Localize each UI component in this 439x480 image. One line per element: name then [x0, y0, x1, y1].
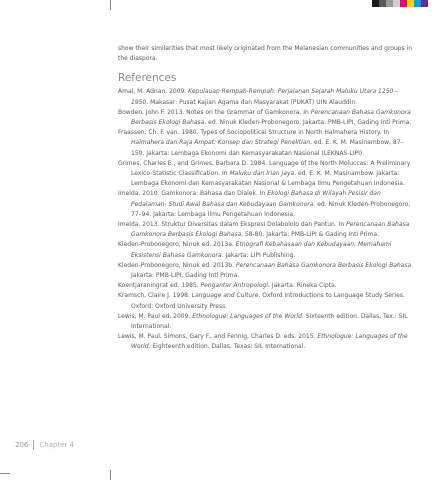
reference-entry — [118, 281, 416, 291]
reference-authors: Lewis, M. Paul ed. 2009. — [118, 312, 193, 320]
color-swatch — [393, 0, 400, 7]
color-swatch — [400, 0, 407, 7]
reference-entry — [118, 128, 416, 159]
references-heading: References — [118, 72, 177, 85]
reference-authors: Kleden-Probonegoro, Ninuk ed. 2013a. — [118, 241, 236, 249]
reference-entry — [118, 87, 416, 107]
reference-publication: . Jakarta: Rineka Cipta. — [268, 282, 337, 290]
color-swatch — [414, 0, 421, 7]
reference-publication: . ed. Ninuk Kleden-Probonegoro. Jakarta: PMB-LIPI, Gading Inti Prima. — [204, 119, 412, 127]
color-swatch — [372, 0, 379, 7]
reference-entry — [118, 220, 416, 240]
reference-publication: . ed. E. K. M. Masinambow, 87–150. Jakarta: Lembaga Ekonomi dan Kemasyarakatan Nasional (LEKNAS-LIPI). — [131, 139, 404, 157]
page-number: 206 — [15, 441, 29, 449]
color-swatch — [386, 0, 393, 7]
reference-entry — [118, 312, 416, 332]
color-swatch — [407, 0, 414, 7]
color-registration-bar — [372, 0, 428, 7]
page-content — [118, 44, 416, 353]
reference-entry — [118, 240, 416, 260]
reference-publication: , 58-80. Jakarta: PMB-LIPI & Gading Inti Prima. — [241, 231, 380, 239]
reference-publication: . Jakarta: PMB-LIPI, Gading Inti Prima. — [131, 261, 414, 280]
reference-title: Etnografi Kebahasaan dan Kebudayaan: Memahami Eksistensi Bahasa Gamkonora — [131, 241, 392, 259]
reference-title: Pengantar Antropologi — [200, 282, 269, 290]
reference-title: Perencanaan Bahasa Gamkonora Berbasis Ekologi Bahasa — [131, 221, 410, 239]
reference-publication: . ed. Ninuk Kleden-Probonegoro, 77–94. Jakarta: Lembaga Ilmu Pengetahuan Indonesia. — [131, 200, 411, 218]
reference-authors: Koentjaraningrat ed. 1985. — [118, 282, 201, 290]
reference-authors: Imelda. 2010. Gamkonora: Bahasa dan Dialek. In — [118, 190, 268, 198]
page-footer — [15, 440, 74, 450]
reference-title: Halmahera dan Raja Ampat: Konsep dan Strategi Penelitian — [131, 139, 311, 147]
reference-authors: Bowden, John F. 2013. Notes on the Grammar of Gamkonora. In — [118, 108, 311, 116]
reference-publication: . Makasar: Pusat Kajian Agama dan Masyarakat (PUKAT) UIN Alauddin. — [146, 98, 358, 106]
reference-list — [118, 87, 416, 352]
reference-title: Maluku dan Irian Jaya — [229, 170, 295, 178]
reference-entry — [118, 189, 416, 220]
color-swatch — [421, 0, 428, 7]
reference-title: Ethnologue: Languages of the World — [192, 312, 302, 320]
reference-publication: . Oxford Introductions to Language Study Series. Oxford: Oxford University Press. — [131, 292, 405, 310]
reference-authors: Grimes, Charles E., and Grimes, Barbara D. 1984. Language of the North Moluccas: A Preliminary Lexico-Statistic Classification. In — [118, 159, 411, 178]
reference-authors: Lewis, M. Paul, Simons, Gary F., and Fennig, Charles D. eds. 2015. — [118, 333, 318, 341]
reference-publication: . ed. E. K. M. Masinambow. Jakarta: Lembaga Ekonomi dan Kemasyarakatan Nasional & Lembaga Ilmu Pengetahuan Indonesia. — [131, 170, 405, 188]
reference-publication: . Eighteenth edition. Dallas, Texas: SIL International. — [148, 343, 306, 351]
reference-publication: . Sixteenth edition. Dallas, Tex.: SIL International. — [131, 312, 408, 331]
reference-entry — [118, 261, 416, 281]
footer-divider — [33, 440, 34, 450]
color-swatch — [379, 0, 386, 7]
reference-publication: . Jakarta: LIPI Publishing. — [221, 251, 296, 259]
reference-authors: Amal, M. Adnan. 2009. — [118, 88, 189, 96]
reference-entry — [118, 291, 416, 311]
crop-mark-bottom-left — [0, 473, 10, 474]
reference-title: Perencanaan Bahasa Gamkonora Berbasis Ekologi Bahasa — [131, 108, 411, 127]
reference-entry — [118, 108, 416, 128]
crop-mark-top-left — [110, 0, 111, 10]
reference-title: Ethnologue: Languages of the World — [131, 333, 408, 351]
reference-title: Language and Culture — [191, 292, 259, 300]
reference-title: Kepulauan Rempah-Rempah: Perjalanan Sejarah Maluku Utara 1250 – 1950 — [131, 88, 399, 106]
crop-mark-bottom — [110, 470, 111, 480]
reference-authors: Fraassen, Ch. F. van. 1980. Types of Sociopolitical Structure in North Halmahera History. In — [118, 129, 390, 137]
reference-entry — [118, 159, 416, 190]
reference-title: Ekologi Bahasa di Wilayah Pesisir dan Pedalaman- Studi Awal Bahasa dan Kebudayaan Gamkonora — [131, 190, 381, 208]
reference-authors: Imelda. 2013. Struktur Diversitas dalam Ekspresi Dolabololo dan Pantun. In — [118, 221, 347, 229]
reference-entry — [118, 332, 416, 352]
reference-title: Perencanaan Bahasa Gamkonora Berbasis Ekologi Bahasa — [235, 261, 412, 269]
intro-paragraph: show their similarities that most likely originated from the Melanesian communities and groups in the diaspora. — [118, 45, 413, 63]
reference-authors: Kleden-Probonegoro, Ninuk ed. 2013b. — [118, 261, 236, 269]
reference-authors: Kramsch, Claire J. 1998. — [118, 292, 192, 300]
chapter-label: Chapter 4 — [39, 441, 75, 449]
